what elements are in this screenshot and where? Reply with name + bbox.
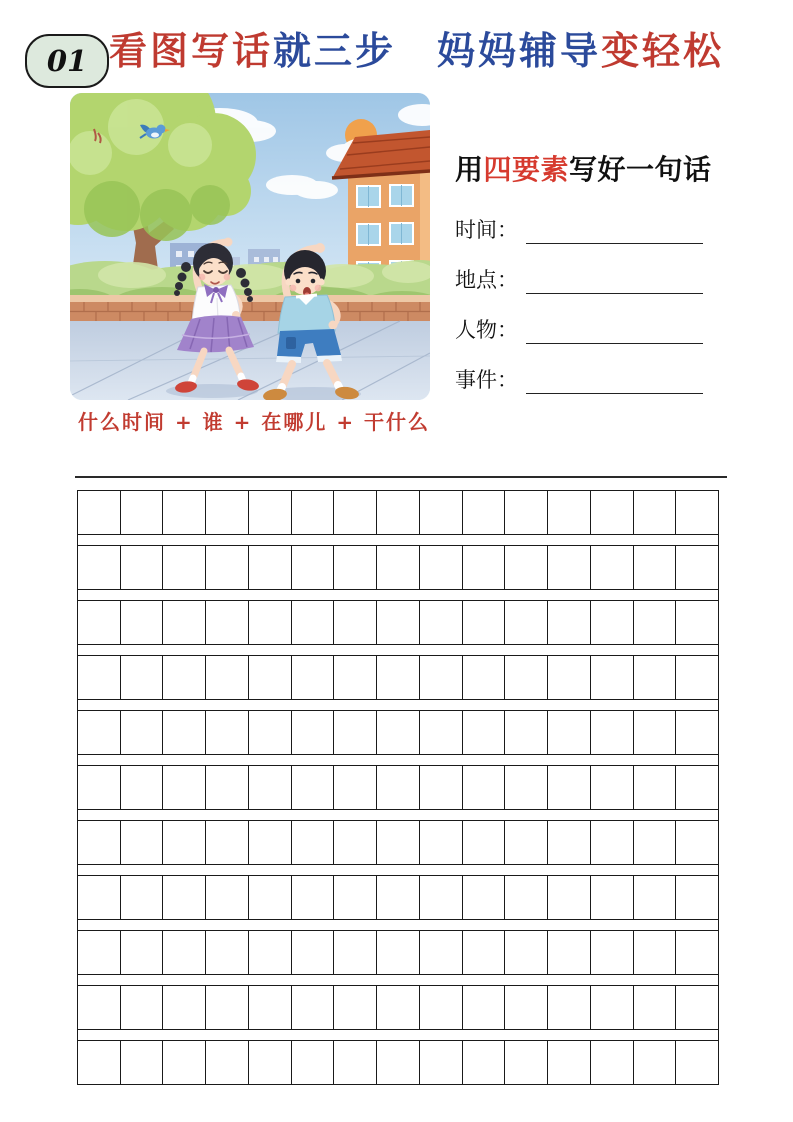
writing-grid-cell[interactable]	[163, 1041, 206, 1084]
writing-grid-cell[interactable]	[634, 1041, 677, 1084]
writing-grid-cell[interactable]	[121, 986, 164, 1029]
writing-grid-cell[interactable]	[78, 766, 121, 809]
writing-grid-cell[interactable]	[78, 491, 121, 534]
writing-grid-cell[interactable]	[420, 656, 463, 699]
answer-blank-line[interactable]	[526, 267, 703, 294]
writing-grid-cell[interactable]	[78, 1041, 121, 1084]
answer-blank-line[interactable]	[526, 367, 703, 394]
writing-grid-cell[interactable]	[78, 656, 121, 699]
writing-grid-cell[interactable]	[676, 601, 718, 644]
writing-grid-cell[interactable]	[163, 491, 206, 534]
writing-grid-cell[interactable]	[163, 876, 206, 919]
writing-grid-cell[interactable]	[249, 601, 292, 644]
writing-grid-cell[interactable]	[334, 766, 377, 809]
writing-grid-cell[interactable]	[548, 601, 591, 644]
writing-grid-cell[interactable]	[377, 1041, 420, 1084]
writing-grid-row	[78, 766, 718, 809]
writing-grid-cell[interactable]	[249, 931, 292, 974]
writing-grid-cell[interactable]	[548, 876, 591, 919]
writing-grid-cell[interactable]	[505, 876, 548, 919]
writing-grid-cell[interactable]	[377, 986, 420, 1029]
writing-grid-cell[interactable]	[377, 711, 420, 754]
writing-grid-cell[interactable]	[249, 711, 292, 754]
writing-grid-cell[interactable]	[634, 711, 677, 754]
writing-grid-cell[interactable]	[334, 986, 377, 1029]
writing-grid-cell[interactable]	[206, 766, 249, 809]
field-row	[455, 318, 703, 344]
writing-grid-cell[interactable]	[78, 601, 121, 644]
writing-grid-cell[interactable]	[420, 986, 463, 1029]
writing-grid-row	[78, 931, 718, 974]
writing-grid-cell[interactable]	[634, 931, 677, 974]
writing-grid-cell[interactable]	[163, 546, 206, 589]
panel-heading	[455, 148, 712, 188]
text-segment: 看图写话	[109, 31, 274, 73]
grid-row-gap	[78, 589, 718, 601]
writing-grid-cell[interactable]	[121, 656, 164, 699]
writing-grid-cell[interactable]	[634, 546, 677, 589]
writing-grid-cell[interactable]	[591, 766, 634, 809]
text-segment: 四要素	[483, 154, 570, 185]
writing-grid-cell[interactable]	[634, 601, 677, 644]
writing-grid-row	[78, 711, 718, 754]
writing-grid-cell[interactable]	[78, 711, 121, 754]
writing-grid-cell[interactable]	[463, 876, 506, 919]
sentence-formula-hint: 什么时间 + 谁 + 在哪儿 + 干什么	[78, 410, 431, 434]
writing-grid-cell[interactable]	[292, 601, 335, 644]
writing-grid-cell[interactable]	[206, 546, 249, 589]
writing-grid-cell[interactable]	[634, 986, 677, 1029]
writing-grid-cell[interactable]	[249, 876, 292, 919]
writing-grid-cell[interactable]	[463, 986, 506, 1029]
grid-row-gap	[78, 1029, 718, 1041]
field-row	[455, 268, 703, 294]
writing-grid-cell[interactable]	[591, 601, 634, 644]
writing-grid-cell[interactable]	[505, 931, 548, 974]
writing-grid-cell[interactable]	[676, 766, 718, 809]
writing-grid-cell[interactable]	[634, 766, 677, 809]
writing-grid-cell[interactable]	[206, 711, 249, 754]
writing-grid-cell[interactable]	[121, 821, 164, 864]
writing-grid-cell[interactable]	[505, 711, 548, 754]
text-segment: 用	[455, 154, 484, 185]
field-row	[455, 218, 703, 244]
writing-grid-row	[78, 601, 718, 644]
writing-grid-cell[interactable]	[121, 491, 164, 534]
field-label: 事件：	[455, 368, 518, 392]
writing-grid-cell[interactable]	[292, 546, 335, 589]
grid-row-gap	[78, 754, 718, 766]
grid-row-gap	[78, 534, 718, 546]
writing-grid-cell[interactable]	[420, 711, 463, 754]
writing-grid-cell[interactable]	[591, 1041, 634, 1084]
writing-grid-cell[interactable]	[78, 821, 121, 864]
writing-grid-cell[interactable]	[292, 1041, 335, 1084]
writing-grid-cell[interactable]	[676, 931, 718, 974]
writing-grid-cell[interactable]	[634, 821, 677, 864]
writing-grid-cell[interactable]	[420, 931, 463, 974]
writing-grid-cell[interactable]	[463, 766, 506, 809]
page-title	[109, 32, 724, 74]
writing-grid-cell[interactable]	[548, 546, 591, 589]
writing-grid-cell[interactable]	[420, 491, 463, 534]
writing-grid-cell[interactable]	[163, 711, 206, 754]
writing-grid-cell[interactable]	[505, 986, 548, 1029]
writing-grid-cell[interactable]	[249, 986, 292, 1029]
writing-grid-cell[interactable]	[292, 491, 335, 534]
writing-grid-cell[interactable]	[420, 1041, 463, 1084]
writing-grid-cell[interactable]	[292, 821, 335, 864]
writing-grid-cell[interactable]	[78, 931, 121, 974]
writing-grid-cell[interactable]	[334, 821, 377, 864]
writing-grid-cell[interactable]	[463, 491, 506, 534]
writing-grid-cell[interactable]	[163, 766, 206, 809]
writing-grid-cell[interactable]	[334, 546, 377, 589]
writing-grid-cell[interactable]	[377, 601, 420, 644]
writing-grid-cell[interactable]	[676, 491, 718, 534]
writing-grid-cell[interactable]	[676, 821, 718, 864]
writing-grid-cell[interactable]	[163, 931, 206, 974]
writing-grid-cell[interactable]	[377, 876, 420, 919]
writing-grid-cell[interactable]	[505, 601, 548, 644]
writing-grid-cell[interactable]	[121, 766, 164, 809]
grid-row-gap	[78, 644, 718, 656]
writing-grid-cell[interactable]	[463, 931, 506, 974]
writing-grid-cell[interactable]	[377, 766, 420, 809]
writing-grid-cell[interactable]	[591, 931, 634, 974]
writing-grid-cell[interactable]	[463, 821, 506, 864]
writing-grid-cell[interactable]	[292, 766, 335, 809]
writing-grid-cell[interactable]	[377, 546, 420, 589]
writing-grid-cell[interactable]	[505, 656, 548, 699]
writing-grid-cell[interactable]	[548, 656, 591, 699]
text-segment	[396, 31, 437, 73]
writing-grid-cell[interactable]	[121, 876, 164, 919]
illustration-svg	[70, 93, 430, 400]
writing-grid-cell[interactable]	[377, 491, 420, 534]
writing-grid-cell[interactable]	[377, 656, 420, 699]
writing-grid-cell[interactable]	[206, 491, 249, 534]
writing-grid-cell[interactable]	[121, 1041, 164, 1084]
writing-grid-cell[interactable]	[591, 986, 634, 1029]
writing-grid-row	[78, 491, 718, 534]
writing-grid-cell[interactable]	[676, 876, 718, 919]
grid-row-gap	[78, 809, 718, 821]
writing-grid-cell[interactable]	[163, 986, 206, 1029]
writing-grid-cell[interactable]	[420, 821, 463, 864]
writing-grid-cell[interactable]	[676, 656, 718, 699]
field-list	[455, 218, 703, 394]
lesson-number-badge: 01	[25, 34, 109, 88]
writing-grid-cell[interactable]	[548, 986, 591, 1029]
writing-grid-cell[interactable]	[206, 876, 249, 919]
writing-grid-cell[interactable]	[377, 931, 420, 974]
field-row	[455, 368, 703, 394]
writing-grid-cell[interactable]	[334, 491, 377, 534]
writing-grid-cell[interactable]	[420, 876, 463, 919]
writing-grid-cell[interactable]	[78, 546, 121, 589]
grid-row-gap	[78, 699, 718, 711]
four-elements-panel	[455, 148, 712, 394]
writing-grid-cell[interactable]	[163, 656, 206, 699]
writing-grid-cell[interactable]	[206, 986, 249, 1029]
writing-grid-cell[interactable]	[249, 656, 292, 699]
writing-grid-cell[interactable]	[121, 711, 164, 754]
writing-grid-cell[interactable]	[78, 986, 121, 1029]
writing-grid-cell[interactable]	[334, 1041, 377, 1084]
writing-grid-cell[interactable]	[591, 491, 634, 534]
writing-grid-cell[interactable]	[505, 766, 548, 809]
writing-grid-cell[interactable]	[505, 546, 548, 589]
writing-grid-cell[interactable]	[634, 656, 677, 699]
writing-grid-cell[interactable]	[206, 821, 249, 864]
writing-grid-cell[interactable]	[78, 876, 121, 919]
grid-row-gap	[78, 864, 718, 876]
writing-grid-cell[interactable]	[463, 546, 506, 589]
writing-grid-cell[interactable]	[591, 711, 634, 754]
writing-grid-cell[interactable]	[292, 711, 335, 754]
writing-grid-cell[interactable]	[206, 656, 249, 699]
writing-grid-cell[interactable]	[206, 601, 249, 644]
writing-grid-cell[interactable]	[548, 491, 591, 534]
writing-grid-cell[interactable]	[377, 821, 420, 864]
writing-grid	[77, 490, 719, 1085]
writing-grid-cell[interactable]	[548, 711, 591, 754]
writing-grid-cell[interactable]	[249, 491, 292, 534]
field-label: 地点：	[455, 268, 518, 292]
writing-grid-cell[interactable]	[292, 876, 335, 919]
answer-blank-line[interactable]	[526, 317, 703, 344]
grid-row-gap	[78, 974, 718, 986]
writing-grid-row	[78, 821, 718, 864]
writing-grid-cell[interactable]	[420, 546, 463, 589]
text-segment: 妈妈辅导	[437, 31, 602, 73]
writing-grid-cell[interactable]	[676, 711, 718, 754]
writing-grid-cell[interactable]	[334, 601, 377, 644]
writing-grid-cell[interactable]	[420, 601, 463, 644]
writing-grid-cell[interactable]	[163, 601, 206, 644]
writing-grid-row	[78, 656, 718, 699]
writing-grid-row	[78, 986, 718, 1029]
writing-grid-cell[interactable]	[548, 931, 591, 974]
answer-blank-line[interactable]	[526, 217, 703, 244]
writing-grid-cell[interactable]	[121, 546, 164, 589]
writing-grid-cell[interactable]	[163, 821, 206, 864]
writing-grid-cell[interactable]	[420, 766, 463, 809]
writing-grid-cell[interactable]	[676, 1041, 718, 1084]
writing-grid-cell[interactable]	[206, 1041, 249, 1084]
writing-grid-cell[interactable]	[292, 931, 335, 974]
writing-grid-cell[interactable]	[634, 876, 677, 919]
writing-grid-cell[interactable]	[249, 766, 292, 809]
text-segment: 写好一句话	[569, 154, 712, 185]
text-segment: 就三步	[273, 31, 397, 73]
writing-grid-cell[interactable]	[676, 546, 718, 589]
writing-grid-cell[interactable]	[292, 656, 335, 699]
writing-grid-cell[interactable]	[505, 821, 548, 864]
writing-grid-cell[interactable]	[463, 711, 506, 754]
writing-grid-cell[interactable]	[463, 1041, 506, 1084]
writing-grid-row	[78, 546, 718, 589]
writing-grid-cell[interactable]	[249, 546, 292, 589]
writing-grid-cell[interactable]	[334, 711, 377, 754]
exercise-illustration	[70, 93, 430, 400]
writing-grid-cell[interactable]	[591, 821, 634, 864]
writing-grid-cell[interactable]	[591, 876, 634, 919]
field-label: 时间：	[455, 218, 518, 242]
writing-grid-cell[interactable]	[463, 656, 506, 699]
divider-line	[75, 476, 727, 478]
writing-grid-cell[interactable]	[676, 986, 718, 1029]
text-segment: 变轻松	[601, 31, 725, 73]
writing-grid-cell[interactable]	[505, 1041, 548, 1084]
writing-grid-row	[78, 876, 718, 919]
writing-grid-cell[interactable]	[249, 821, 292, 864]
writing-grid-cell[interactable]	[334, 876, 377, 919]
writing-grid-cell[interactable]	[463, 601, 506, 644]
writing-grid-cell[interactable]	[548, 821, 591, 864]
writing-grid-cell[interactable]	[249, 1041, 292, 1084]
writing-grid-cell[interactable]	[292, 986, 335, 1029]
writing-grid-cell[interactable]	[634, 491, 677, 534]
writing-grid-cell[interactable]	[548, 1041, 591, 1084]
writing-grid-cell[interactable]	[548, 766, 591, 809]
writing-grid-cell[interactable]	[121, 931, 164, 974]
writing-grid-cell[interactable]	[591, 546, 634, 589]
grid-row-gap	[78, 919, 718, 931]
writing-grid-cell[interactable]	[505, 491, 548, 534]
field-label: 人物：	[455, 318, 518, 342]
writing-grid-row	[78, 1041, 718, 1084]
writing-grid-cell[interactable]	[334, 656, 377, 699]
writing-grid-cell[interactable]	[591, 656, 634, 699]
writing-grid-cell[interactable]	[334, 931, 377, 974]
writing-grid-cell[interactable]	[121, 601, 164, 644]
writing-grid-cell[interactable]	[206, 931, 249, 974]
